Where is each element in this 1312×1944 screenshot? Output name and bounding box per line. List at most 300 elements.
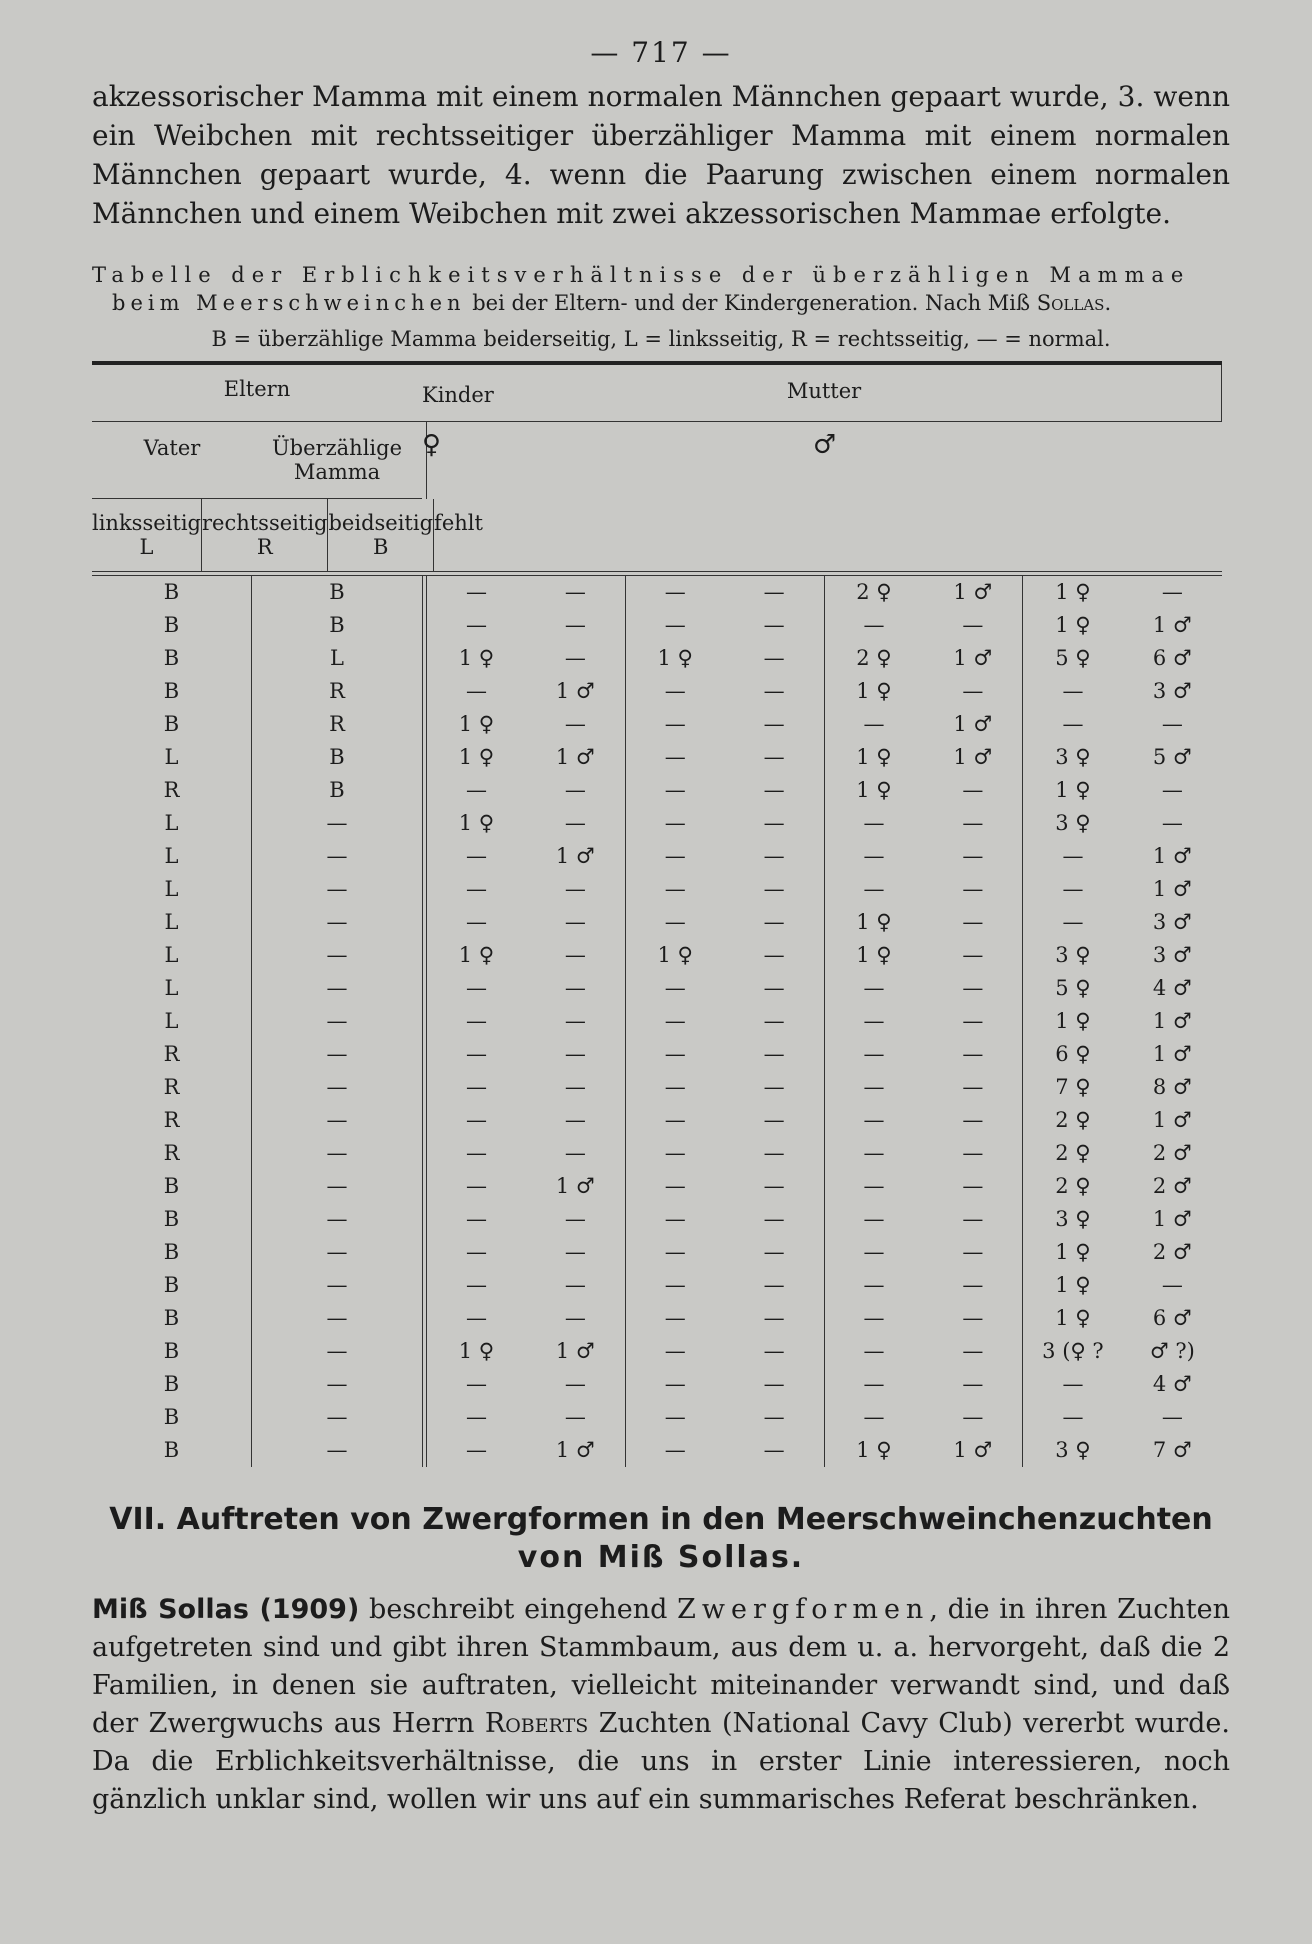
column-rechtsseitig: [626, 576, 825, 1467]
cell-male: —: [763, 877, 785, 901]
cell-vater: —: [326, 1174, 348, 1198]
cell-pair: [427, 1137, 625, 1170]
cell-male: —: [763, 712, 785, 736]
cell-female: 2 ♀: [856, 580, 892, 604]
cell-pair: [1023, 1038, 1222, 1071]
cell-female: —: [863, 712, 885, 736]
cell-male: —: [564, 1108, 586, 1132]
cell-male: 6 ♂: [1152, 646, 1192, 670]
cell-female: —: [664, 712, 686, 736]
cell-pair: [626, 576, 824, 609]
cell-mutter: B: [163, 1372, 180, 1396]
cell-pair: [427, 1335, 625, 1368]
cell-female: —: [863, 877, 885, 901]
cell-female: —: [863, 811, 885, 835]
cell-pair: [825, 1038, 1023, 1071]
cell-male: —: [962, 1339, 984, 1363]
cell-female: —: [465, 580, 487, 604]
cell-pair: [626, 840, 824, 873]
cell-pair: [825, 1236, 1023, 1269]
cell-female: —: [863, 1042, 885, 1066]
para-text-2: , die in ihren Zuchten aufgetreten sind und gibt ihren Stammbaum, aus dem u. a. hervorgeht, daß die 2 Familien, in denen sie auftraten, vielleicht miteinander verwandt sind, und daß der Zwergwuchs aus Herrn: [92, 1594, 1231, 1739]
para-spaced-term: Zwergformen: [677, 1594, 930, 1625]
cell-pair: [1023, 1203, 1222, 1236]
cell-pair: [626, 972, 824, 1005]
cell-female: 1 ♀: [1055, 580, 1091, 604]
cell-mutter: L: [164, 844, 179, 868]
cell-mutter: L: [164, 976, 179, 1000]
cell-vater: —: [326, 1207, 348, 1231]
cell-pair: [1023, 1236, 1222, 1269]
cell-female: —: [664, 1273, 686, 1297]
cell-vater: —: [326, 1042, 348, 1066]
cell-female: —: [664, 580, 686, 604]
cell-mutter: B: [163, 1273, 180, 1297]
cell-female: 2 ♀: [1055, 1174, 1091, 1198]
cell-pair: [427, 1302, 625, 1335]
cell-pair: [1023, 1368, 1222, 1401]
cell-pair: [825, 1005, 1023, 1038]
cell-female: 3 (♀ ?: [1042, 1339, 1104, 1363]
cell-male: —: [763, 1339, 785, 1363]
cell-vater: B: [329, 745, 345, 769]
section-title: [92, 1501, 1230, 1577]
cell-pair: [825, 807, 1023, 840]
para-text-1: beschreibt eingehend: [359, 1594, 678, 1625]
cell-male: 1 ♂: [1152, 877, 1192, 901]
cell-female: 1 ♀: [458, 811, 495, 835]
cell-pair: [825, 1269, 1023, 1302]
cell-pair: [427, 972, 625, 1005]
cell-male: —: [962, 613, 984, 637]
cell-female: —: [664, 778, 686, 802]
cell-male: —: [763, 613, 785, 637]
cell-male: 1 ♂: [1152, 613, 1192, 637]
cell-female: —: [465, 1306, 487, 1330]
header-eltern: Eltern: [92, 365, 422, 422]
cell-vater: —: [326, 1108, 348, 1132]
cell-female: —: [863, 976, 885, 1000]
table-legend: B = überzählige Mamma beiderseitig, L = linksseitig, R = rechtsseitig, — = normal.: [211, 327, 1111, 351]
cell-vater: —: [326, 976, 348, 1000]
cell-pair: [626, 873, 824, 906]
cell-male: —: [1161, 712, 1183, 736]
cell-female: —: [465, 679, 487, 703]
cell-male: —: [763, 1240, 785, 1264]
cell-female: —: [863, 1273, 885, 1297]
cell-male: —: [763, 943, 785, 967]
cell-female: —: [465, 1240, 487, 1264]
cell-female: 3 ♀: [1055, 1438, 1091, 1462]
cell-pair: [1023, 708, 1222, 741]
cell-mutter: R: [163, 778, 180, 802]
cell-female: —: [863, 1075, 885, 1099]
cell-male: —: [564, 1075, 586, 1099]
cell-pair: [626, 1269, 824, 1302]
cell-female: 3 ♀: [1055, 1207, 1091, 1231]
intro-paragraph: akzessorischer Mamma mit einem normalen Männchen gepaart wurde, 3. wenn ein Weibchen mit rechtsseitiger überzähliger Mamma mit einem normalen Männchen gepaart wurde, 4. wenn die Paarung zwischen einem normalen Männchen und einem Weibchen mit zwei akzessorischen Mammae erfolgte.: [92, 80, 1230, 230]
cell-pair: [427, 609, 625, 642]
cell-pair: [427, 1104, 625, 1137]
cell-pair: [825, 1434, 1023, 1467]
cell-pair: [825, 1071, 1023, 1104]
cell-female: 2 ♀: [1055, 1141, 1091, 1165]
cell-mutter: B: [163, 679, 180, 703]
cell-vater: —: [326, 1339, 348, 1363]
column-linksseitig: [427, 576, 626, 1467]
cell-mutter: L: [164, 943, 179, 967]
cell-pair: [626, 708, 824, 741]
cell-male: —: [962, 1075, 984, 1099]
cell-pair: [1023, 1269, 1222, 1302]
cell-male: 4 ♂: [1152, 976, 1192, 1000]
cell-vater: —: [326, 811, 348, 835]
cell-pair: [1023, 774, 1222, 807]
cell-male: 1 ♂: [555, 679, 595, 703]
cell-female: —: [664, 1174, 686, 1198]
cell-pair: [626, 642, 824, 675]
cell-male: —: [763, 580, 785, 604]
cell-pair: [427, 774, 625, 807]
cell-female: —: [664, 1075, 686, 1099]
cell-male: —: [564, 943, 586, 967]
cell-female: —: [465, 1372, 487, 1396]
cell-female: 1 ♀: [856, 778, 892, 802]
cell-male: —: [564, 1306, 586, 1330]
cell-pair: [626, 675, 824, 708]
cell-pair: [427, 1434, 625, 1467]
cell-male: —: [962, 778, 984, 802]
cell-male: —: [962, 1240, 984, 1264]
cell-pair: [427, 1401, 625, 1434]
cell-male: 1 ♂: [1152, 1108, 1192, 1132]
cell-mutter: B: [163, 1339, 180, 1363]
cell-male: —: [962, 679, 984, 703]
cell-female: 1 ♀: [856, 745, 892, 769]
cell-pair: [825, 840, 1023, 873]
cell-female: —: [863, 1141, 885, 1165]
column-beidseitig: [825, 576, 1024, 1467]
cell-male: 1 ♂: [953, 1438, 993, 1462]
cell-female: —: [863, 1306, 885, 1330]
column-fehlt: [1023, 576, 1222, 1467]
cell-male: —: [564, 1240, 586, 1264]
cell-mutter: B: [163, 1306, 180, 1330]
cell-male: 6 ♂: [1152, 1306, 1192, 1330]
cell-female: 1 ♀: [1055, 1240, 1091, 1264]
cell-female: —: [664, 1009, 686, 1033]
cell-mutter: B: [163, 580, 180, 604]
header-rechtsseitig: rechtsseitig R: [202, 499, 329, 571]
cell-female: 1 ♀: [458, 712, 495, 736]
cell-pair: [825, 906, 1023, 939]
cell-female: 1 ♀: [856, 943, 892, 967]
cell-male: —: [763, 976, 785, 1000]
cell-pair: [427, 1071, 625, 1104]
cell-vater: —: [326, 1273, 348, 1297]
cell-mutter: B: [163, 646, 180, 670]
cell-pair: [825, 708, 1023, 741]
cell-pair: [626, 939, 824, 972]
cell-male: —: [564, 1405, 586, 1429]
cell-female: 3 ♀: [1055, 745, 1091, 769]
cell-pair: [1023, 576, 1222, 609]
cell-female: —: [863, 844, 885, 868]
cell-vater: —: [326, 1306, 348, 1330]
cell-female: 6 ♀: [1055, 1042, 1091, 1066]
cell-female: —: [664, 910, 686, 934]
cell-female: —: [664, 1306, 686, 1330]
cell-female: —: [664, 1207, 686, 1231]
cell-vater: —: [326, 1141, 348, 1165]
cell-mutter: L: [164, 910, 179, 934]
cell-pair: [427, 1005, 625, 1038]
cell-pair: [1023, 1071, 1222, 1104]
cell-vater: —: [326, 1372, 348, 1396]
cell-pair: [825, 939, 1023, 972]
cell-pair: [427, 939, 625, 972]
cell-pair: [626, 906, 824, 939]
cell-female: —: [1062, 844, 1084, 868]
body-paragraph: [92, 1591, 1230, 1819]
cell-male: —: [763, 679, 785, 703]
para-author: Miß Sollas (1909): [92, 1594, 360, 1625]
cell-female: —: [664, 1042, 686, 1066]
cell-pair: [825, 1335, 1023, 1368]
cell-male: —: [962, 910, 984, 934]
cell-pair: [427, 708, 625, 741]
cell-male: 1 ♂: [555, 1438, 595, 1462]
cell-pair: [427, 741, 625, 774]
cell-pair: [1023, 1170, 1222, 1203]
cell-male: —: [564, 1042, 586, 1066]
cell-pair: [626, 1434, 824, 1467]
cell-pair: [1023, 972, 1222, 1005]
cell-male: 1 ♂: [1152, 844, 1192, 868]
inheritance-table: [92, 361, 1222, 1467]
cell-mutter: B: [163, 1174, 180, 1198]
cell-male: 1 ♂: [1152, 1009, 1192, 1033]
cell-vater: —: [326, 877, 348, 901]
cell-female: —: [465, 1141, 487, 1165]
cell-vater: —: [326, 943, 348, 967]
table-body: [92, 576, 1222, 1467]
cell-male: —: [763, 778, 785, 802]
cell-female: —: [664, 679, 686, 703]
female-symbol-header: ♀: [422, 422, 427, 499]
cell-vater: —: [326, 1240, 348, 1264]
cell-female: 1 ♀: [458, 1339, 495, 1363]
cell-female: 2 ♀: [856, 646, 892, 670]
cell-mutter: R: [163, 1042, 180, 1066]
cell-mutter: R: [163, 1141, 180, 1165]
cell-female: 1 ♀: [1055, 1273, 1091, 1297]
cell-female: 7 ♀: [1055, 1075, 1091, 1099]
cell-pair: [1023, 1005, 1222, 1038]
cell-pair: [1023, 939, 1222, 972]
cell-male: —: [1161, 778, 1183, 802]
cell-pair: [626, 609, 824, 642]
cell-pair: [825, 609, 1023, 642]
cell-vater: —: [326, 910, 348, 934]
cell-pair: [825, 1302, 1023, 1335]
cell-pair: [626, 1005, 824, 1038]
cell-male: —: [564, 976, 586, 1000]
cell-mutter: R: [163, 1075, 180, 1099]
cell-female: —: [664, 1372, 686, 1396]
cell-pair: [825, 1137, 1023, 1170]
cell-mutter: L: [164, 877, 179, 901]
cell-pair: [1023, 873, 1222, 906]
cell-pair: [427, 807, 625, 840]
cell-pair: [427, 840, 625, 873]
cell-female: —: [465, 613, 487, 637]
cell-pair: [427, 906, 625, 939]
cell-male: —: [962, 1207, 984, 1231]
cell-female: —: [1062, 712, 1084, 736]
cell-female: 1 ♀: [856, 1438, 892, 1462]
column-vater: [252, 576, 422, 1467]
cell-male: 1 ♂: [953, 580, 993, 604]
cell-female: —: [1062, 679, 1084, 703]
cell-pair: [1023, 609, 1222, 642]
table-header: [92, 365, 1222, 571]
cell-vater: —: [326, 1438, 348, 1462]
cell-female: —: [664, 877, 686, 901]
cell-pair: [825, 576, 1023, 609]
cell-male: —: [564, 1273, 586, 1297]
cell-male: 7 ♂: [1152, 1438, 1192, 1462]
cell-female: 1 ♀: [657, 646, 693, 670]
cell-male: 1 ♂: [555, 844, 595, 868]
cell-female: —: [1062, 910, 1084, 934]
cell-male: —: [564, 778, 586, 802]
cell-male: 3 ♂: [1152, 910, 1192, 934]
cell-female: —: [465, 1438, 487, 1462]
cell-female: —: [465, 976, 487, 1000]
cell-pair: [825, 1170, 1023, 1203]
cell-vater: R: [329, 679, 345, 703]
cell-female: 1 ♀: [1055, 778, 1091, 802]
cell-pair: [825, 873, 1023, 906]
cell-female: 1 ♀: [1055, 1009, 1091, 1033]
cell-female: 1 ♀: [856, 679, 892, 703]
table-caption-line2: [92, 289, 1230, 317]
cell-male: 2 ♂: [1152, 1174, 1192, 1198]
cell-male: —: [962, 1108, 984, 1132]
cell-female: 2 ♀: [1055, 1108, 1091, 1132]
cell-female: —: [664, 1141, 686, 1165]
cell-pair: [626, 1137, 824, 1170]
cell-male: —: [962, 1042, 984, 1066]
header-mutter: Mutter: [427, 365, 1222, 422]
cell-pair: [825, 675, 1023, 708]
cell-male: —: [962, 1174, 984, 1198]
cell-male: —: [962, 1141, 984, 1165]
cell-mutter: B: [163, 1405, 180, 1429]
cell-male: 2 ♂: [1152, 1141, 1192, 1165]
cell-female: —: [664, 1339, 686, 1363]
cell-mutter: B: [163, 1438, 180, 1462]
cell-female: —: [664, 976, 686, 1000]
cell-female: 1 ♀: [458, 745, 495, 769]
cell-pair: [825, 1104, 1023, 1137]
cell-male: —: [1161, 580, 1183, 604]
header-fehlt: fehlt: [434, 511, 483, 535]
cell-female: 1 ♀: [458, 646, 495, 670]
cell-male: 1 ♂: [1152, 1042, 1192, 1066]
column-mutter: [92, 576, 252, 1467]
cell-male: —: [763, 1207, 785, 1231]
caption-middle: bei der Eltern- und der Kindergeneration. Nach Miß: [465, 291, 1037, 315]
cell-pair: [626, 1368, 824, 1401]
cell-male: —: [763, 844, 785, 868]
cell-pair: [427, 576, 625, 609]
header-ueberzaehlige: Überzählige Mamma: [252, 422, 422, 499]
cell-pair: [825, 774, 1023, 807]
section-title-line2: von Miß Sollas.: [517, 1540, 805, 1575]
cell-female: 1 ♀: [1055, 613, 1091, 637]
cell-male: —: [763, 1075, 785, 1099]
cell-male: 1 ♂: [953, 646, 993, 670]
cell-female: —: [1062, 1405, 1084, 1429]
cell-pair: [825, 1203, 1023, 1236]
cell-female: —: [1062, 1372, 1084, 1396]
cell-female: 3 ♀: [1055, 943, 1091, 967]
cell-male: 3 ♂: [1152, 943, 1192, 967]
cell-female: —: [863, 613, 885, 637]
cell-female: —: [664, 844, 686, 868]
cell-pair: [1023, 807, 1222, 840]
cell-female: —: [664, 1240, 686, 1264]
cell-male: —: [962, 877, 984, 901]
cell-pair: [626, 1104, 824, 1137]
page-number: — 717 —: [590, 36, 732, 69]
cell-female: —: [863, 1207, 885, 1231]
cell-male: —: [763, 1273, 785, 1297]
cell-vater: R: [329, 712, 345, 736]
cell-vater: B: [329, 778, 345, 802]
cell-pair: [1023, 1137, 1222, 1170]
cell-female: —: [465, 877, 487, 901]
cell-pair: [1023, 1104, 1222, 1137]
cell-pair: [1023, 675, 1222, 708]
cell-male: 1 ♂: [953, 745, 993, 769]
cell-pair: [1023, 741, 1222, 774]
cell-male: —: [763, 646, 785, 670]
cell-mutter: B: [163, 1207, 180, 1231]
cell-vater: B: [329, 580, 345, 604]
cell-pair: [427, 1368, 625, 1401]
cell-mutter: L: [164, 811, 179, 835]
cell-male: —: [564, 1372, 586, 1396]
cell-male: —: [763, 1108, 785, 1132]
cell-male: 1 ♂: [1152, 1207, 1192, 1231]
cell-male: —: [564, 580, 586, 604]
cell-pair: [825, 642, 1023, 675]
cell-pair: [427, 1038, 625, 1071]
cell-pair: [626, 1302, 824, 1335]
cell-pair: [427, 1203, 625, 1236]
cell-pair: [427, 1170, 625, 1203]
cell-pair: [1023, 642, 1222, 675]
cell-female: —: [465, 1108, 487, 1132]
cell-male: —: [564, 613, 586, 637]
cell-pair: [825, 972, 1023, 1005]
cell-male: —: [564, 1141, 586, 1165]
children-columns: [427, 576, 1222, 1467]
cell-male: 1 ♂: [555, 745, 595, 769]
